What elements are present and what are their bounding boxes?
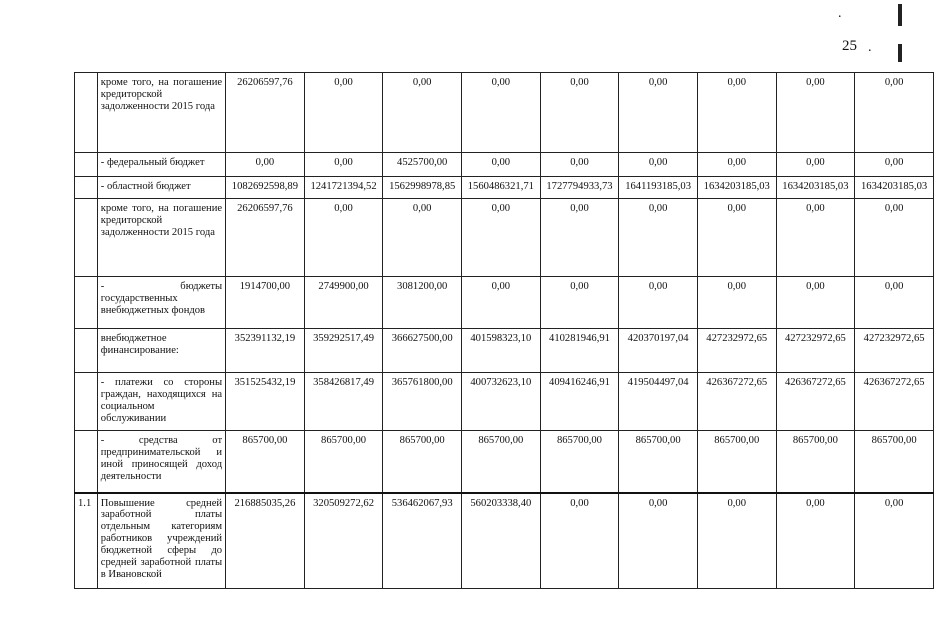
value-cell: 419504497,04 <box>619 373 698 431</box>
table-row <box>75 277 934 329</box>
value-cell: 0,00 <box>776 153 855 177</box>
row-label-cell: внебюджетное финансирование: <box>97 329 225 373</box>
value-cell: 0,00 <box>462 153 541 177</box>
value-cell: 0,00 <box>304 199 383 277</box>
value-cell: 410281946,91 <box>540 329 619 373</box>
value-cell: 0,00 <box>304 73 383 153</box>
row-label-cell: кроме того, на погашение кредиторской задолженности 2015 года <box>97 199 225 277</box>
table-row <box>75 199 934 277</box>
value-cell: 0,00 <box>226 153 305 177</box>
value-cell: 1641193185,03 <box>619 177 698 199</box>
table-row <box>75 373 934 431</box>
value-cell: 1241721394,52 <box>304 177 383 199</box>
value-cell: 536462067,93 <box>383 493 462 589</box>
top-dot: . <box>838 6 842 21</box>
value-cell: 400732623,10 <box>462 373 541 431</box>
value-cell: 359292517,49 <box>304 329 383 373</box>
value-cell: 366627500,00 <box>383 329 462 373</box>
table-row <box>75 177 934 199</box>
value-cell: 427232972,65 <box>855 329 934 373</box>
value-cell: 0,00 <box>540 199 619 277</box>
value-cell: 4525700,00 <box>383 153 462 177</box>
row-label-cell: Повышение средней заработной платы отдельным категориям работников учреждений бюджетной сферы до средней заработной платы в Ивановской <box>97 493 225 589</box>
row-index-cell <box>75 431 98 493</box>
value-cell: 2749900,00 <box>304 277 383 329</box>
value-cell: 426367272,65 <box>776 373 855 431</box>
value-cell: 358426817,49 <box>304 373 383 431</box>
value-cell: 0,00 <box>540 73 619 153</box>
row-label-cell: - бюджеты государственных внебюджетных фондов <box>97 277 225 329</box>
value-cell: 865700,00 <box>462 431 541 493</box>
value-cell: 1727794933,73 <box>540 177 619 199</box>
value-cell: 0,00 <box>619 277 698 329</box>
page-number: 25 <box>842 38 857 54</box>
value-cell: 0,00 <box>697 153 776 177</box>
row-label-cell: - федеральный бюджет <box>97 153 225 177</box>
row-index-cell <box>75 329 98 373</box>
value-cell: 0,00 <box>776 277 855 329</box>
row-index-cell <box>75 73 98 153</box>
value-cell: 0,00 <box>855 153 934 177</box>
value-cell: 26206597,76 <box>226 199 305 277</box>
value-cell: 426367272,65 <box>855 373 934 431</box>
row-index-cell <box>75 153 98 177</box>
value-cell: 427232972,65 <box>697 329 776 373</box>
value-cell: 26206597,76 <box>226 73 305 153</box>
table-row <box>75 153 934 177</box>
value-cell: 0,00 <box>855 277 934 329</box>
row-label-cell: кроме того, на погашение кредиторской задолженности 2015 года <box>97 73 225 153</box>
value-cell: 1634203185,03 <box>776 177 855 199</box>
value-cell: 0,00 <box>540 493 619 589</box>
value-cell: 1634203185,03 <box>855 177 934 199</box>
value-cell: 351525432,19 <box>226 373 305 431</box>
value-cell: 0,00 <box>619 153 698 177</box>
value-cell: 0,00 <box>462 199 541 277</box>
table-row <box>75 73 934 153</box>
value-cell: 0,00 <box>619 199 698 277</box>
value-cell: 401598323,10 <box>462 329 541 373</box>
table-body <box>75 73 934 589</box>
value-cell: 409416246,91 <box>540 373 619 431</box>
row-label-cell: - платежи со стороны граждан, находящихся на социальном обслуживании <box>97 373 225 431</box>
row-index-cell <box>75 177 98 199</box>
value-cell: 0,00 <box>304 153 383 177</box>
value-cell: 0,00 <box>776 493 855 589</box>
value-cell: 0,00 <box>540 277 619 329</box>
edge-mark <box>898 44 902 62</box>
value-cell: 0,00 <box>855 73 934 153</box>
value-cell: 865700,00 <box>304 431 383 493</box>
budget-table-region <box>74 72 928 580</box>
value-cell: 0,00 <box>697 493 776 589</box>
value-cell: 865700,00 <box>855 431 934 493</box>
value-cell: 3081200,00 <box>383 277 462 329</box>
value-cell: 865700,00 <box>540 431 619 493</box>
value-cell: 1560486321,71 <box>462 177 541 199</box>
value-cell: 0,00 <box>697 199 776 277</box>
table-row <box>75 493 934 589</box>
page-dot: . <box>868 40 872 55</box>
value-cell: 0,00 <box>776 199 855 277</box>
value-cell: 0,00 <box>540 153 619 177</box>
value-cell: 0,00 <box>462 73 541 153</box>
row-index-cell <box>75 277 98 329</box>
value-cell: 1562998978,85 <box>383 177 462 199</box>
value-cell: 0,00 <box>619 493 698 589</box>
value-cell: 365761800,00 <box>383 373 462 431</box>
value-cell: 426367272,65 <box>697 373 776 431</box>
value-cell: 1634203185,03 <box>697 177 776 199</box>
value-cell: 865700,00 <box>619 431 698 493</box>
value-cell: 352391132,19 <box>226 329 305 373</box>
row-index-cell <box>75 199 98 277</box>
value-cell: 216885035,26 <box>226 493 305 589</box>
value-cell: 1082692598,89 <box>226 177 305 199</box>
value-cell: 0,00 <box>697 73 776 153</box>
value-cell: 0,00 <box>697 277 776 329</box>
value-cell: 0,00 <box>462 277 541 329</box>
edge-mark <box>898 4 902 26</box>
value-cell: 865700,00 <box>226 431 305 493</box>
row-index-cell: 1.1 <box>75 493 98 589</box>
table-row <box>75 329 934 373</box>
value-cell: 0,00 <box>383 199 462 277</box>
value-cell: 320509272,62 <box>304 493 383 589</box>
value-cell: 420370197,04 <box>619 329 698 373</box>
value-cell: 865700,00 <box>697 431 776 493</box>
value-cell: 0,00 <box>855 199 934 277</box>
value-cell: 427232972,65 <box>776 329 855 373</box>
value-cell: 560203338,40 <box>462 493 541 589</box>
value-cell: 0,00 <box>383 73 462 153</box>
value-cell: 0,00 <box>855 493 934 589</box>
value-cell: 0,00 <box>619 73 698 153</box>
value-cell: 1914700,00 <box>226 277 305 329</box>
row-label-cell: - средства от предпринимательской и иной приносящей доход деятельности <box>97 431 225 493</box>
value-cell: 865700,00 <box>383 431 462 493</box>
table-row <box>75 431 934 493</box>
row-index-cell <box>75 373 98 431</box>
value-cell: 865700,00 <box>776 431 855 493</box>
budget-table <box>74 72 934 589</box>
row-label-cell: - областной бюджет <box>97 177 225 199</box>
value-cell: 0,00 <box>776 73 855 153</box>
